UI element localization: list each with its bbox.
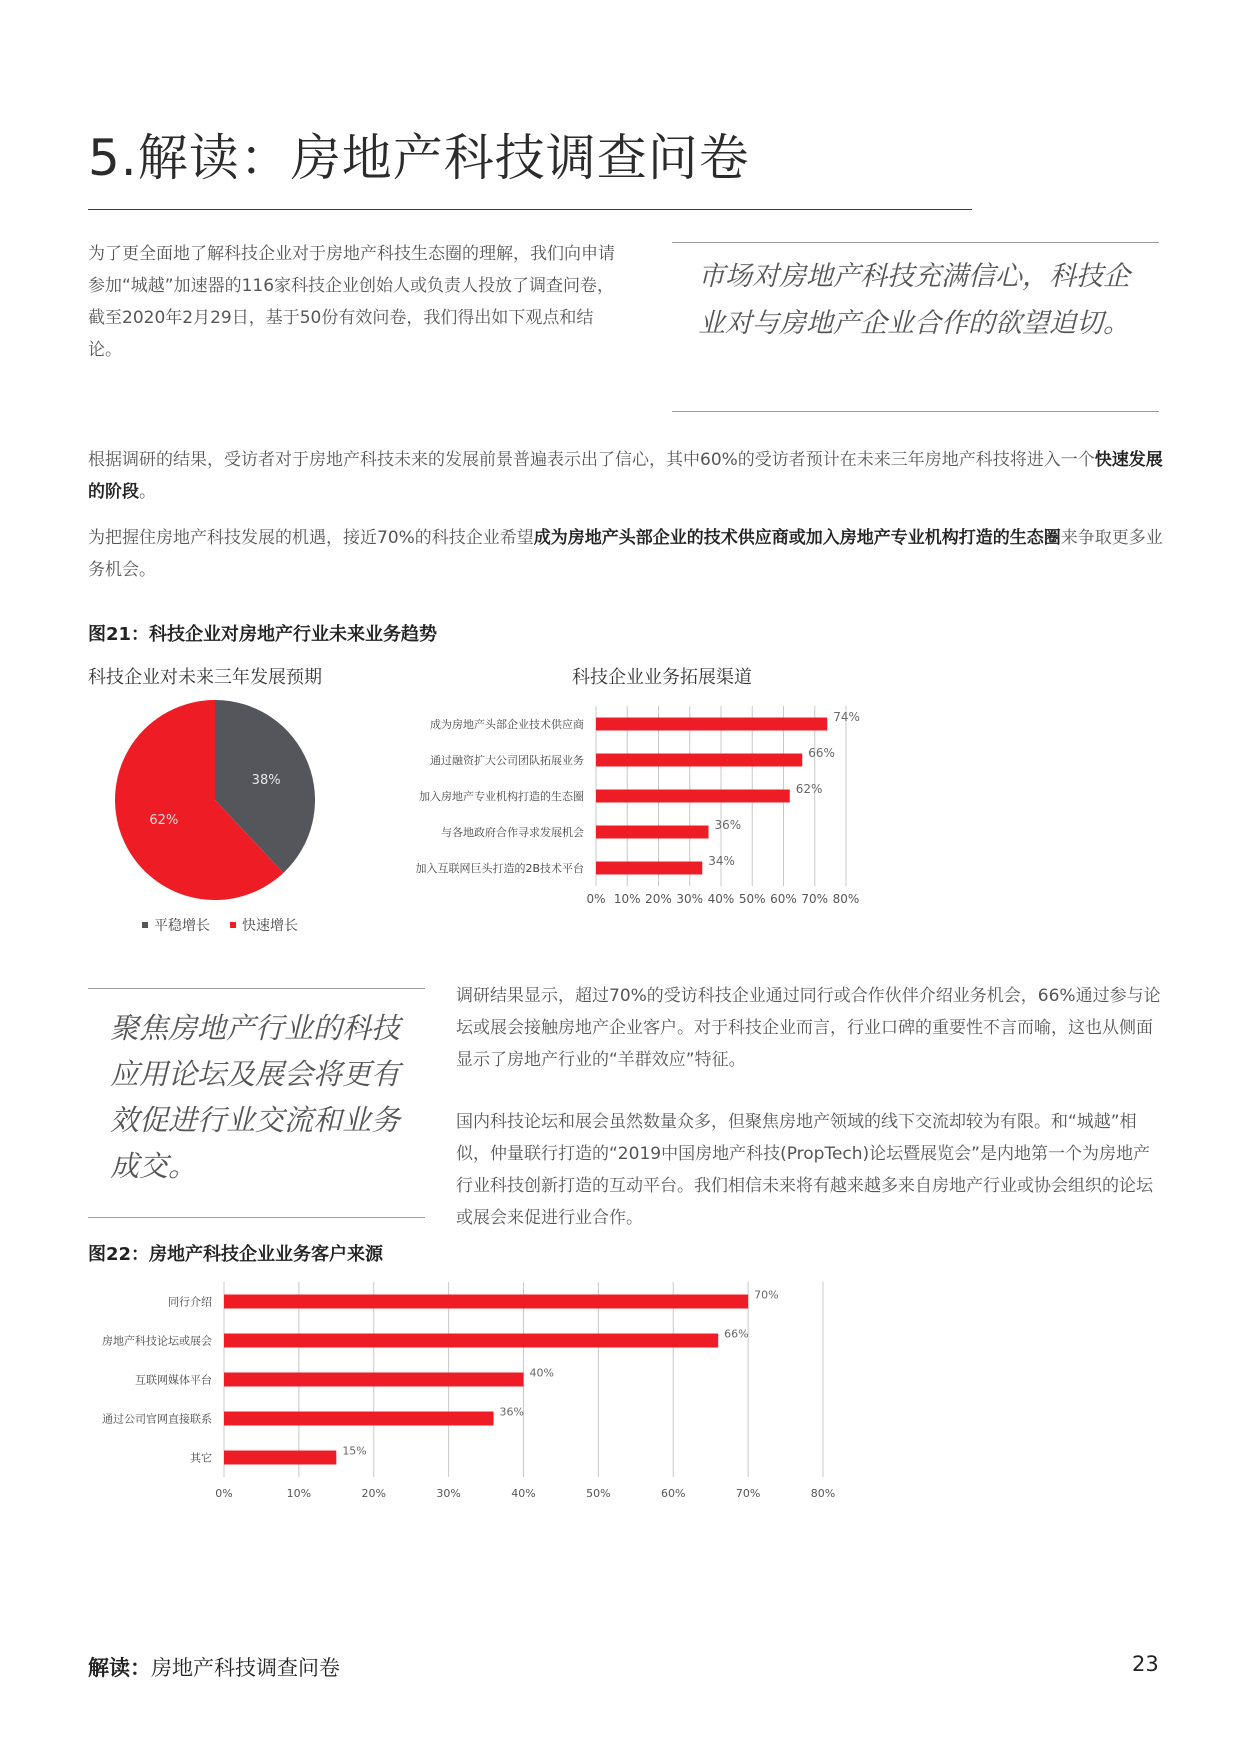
- bar: [224, 1334, 718, 1348]
- bar: [224, 1295, 748, 1309]
- bar-chart-1-title: 科技企业业务拓展渠道: [572, 667, 752, 688]
- x-tick-label: 0%: [586, 892, 606, 906]
- bar: [596, 754, 802, 767]
- bar: [596, 826, 709, 839]
- x-tick-label: 50%: [738, 892, 766, 906]
- paragraph-survey-result: 调研结果显示，超过70%的受访科技企业通过同行或合作伙伴介绍业务机会，66%通过参与论坛或展会接触房地产企业客户。对于科技企业而言，行业口碑的重要性不言而喻，这也从侧面显示了房地产行业的“羊群效应”特征。: [456, 986, 1161, 1070]
- pie-chart: [100, 700, 330, 950]
- intro-paragraph: 为了更全面地了解科技企业对于房地产科技生态圈的理解，我们向申请参加“城越”加速器的116家科技企业创始人或负责人投放了调查问卷，截至2020年2月29日，基于50份有效问卷，我们得出如下观点和结论。: [88, 244, 615, 360]
- pie-slice-label: 38%: [251, 772, 281, 788]
- category-label: 与各地政府合作寻求发展机会: [441, 826, 584, 839]
- paragraph-forums: 国内科技论坛和展会虽然数量众多，但聚焦房地产领域的线下交流却较为有限。和“城越”相似，仲量联行打造的“2019中国房地产科技(PropTech)论坛暨展览会”是内地第一个为房地产行业科技创新打造的互动平台。我们相信未来将有越来越多来自房地产行业或协会组织的论坛或展会来促进行业合作。: [456, 1112, 1153, 1228]
- pull-quote-2-text: 聚焦房地产行业的科技应用论坛及展会将更有效促进行业交流和业务成交。: [110, 1011, 401, 1183]
- figure-21-title: 图21：科技企业对房地产行业未来业务趋势: [88, 624, 438, 645]
- title-divider: [88, 209, 972, 210]
- bar-value-label: 34%: [708, 854, 735, 868]
- pull-quote-1: [672, 242, 1159, 412]
- x-tick-label: 20%: [645, 892, 672, 906]
- x-tick-label: 40%: [707, 892, 735, 906]
- x-tick-label: 20%: [361, 1487, 386, 1500]
- bar-value-label: 66%: [808, 746, 835, 760]
- x-tick-label: 10%: [286, 1487, 312, 1500]
- bar-value-label: 40%: [529, 1366, 554, 1380]
- category-label: 加入房地产专业机构打造的生态圈: [419, 790, 584, 803]
- paragraph-opportunity-text: 为把握住房地产科技发展的机遇，接近70%的科技企业希望: [88, 528, 534, 548]
- legend-swatch: [142, 922, 148, 928]
- x-tick-label: 50%: [586, 1487, 611, 1500]
- x-tick-label: 0%: [215, 1487, 233, 1500]
- bar-chart-client-source: [70, 1282, 870, 1512]
- x-tick-label: 30%: [676, 892, 704, 906]
- bar: [224, 1451, 336, 1465]
- bar: [596, 790, 790, 803]
- category-label: 通过融资扩大公司团队拓展业务: [430, 754, 584, 767]
- bar: [224, 1373, 524, 1387]
- x-tick-label: 70%: [801, 892, 829, 906]
- category-label: 加入互联网巨头打造的2B技术平台: [415, 862, 584, 875]
- bar-value-label: 62%: [795, 782, 823, 796]
- pull-quote-1-text: 市场对房地产科技充满信心，科技企业对与房地产企业合作的欲望迫切。: [698, 261, 1130, 339]
- footer-section-text: 房地产科技调查问卷: [151, 1656, 340, 1680]
- pull-quote-2: [88, 988, 425, 1218]
- bar: [596, 862, 702, 875]
- bar-value-label: 36%: [499, 1405, 525, 1419]
- pie-chart-title: 科技企业对未来三年发展预期: [88, 667, 322, 688]
- paragraph-outlook-text: 根据调研的结果，受访者对于房地产科技未来的发展前景普遍表示出了信心，其中60%的受访者预计在未来三年房地产科技将进入一个: [88, 450, 1095, 470]
- bar-value-label: 74%: [833, 710, 860, 724]
- bar-value-label: 15%: [342, 1444, 367, 1458]
- category-label: 其它: [190, 1451, 212, 1465]
- x-tick-label: 10%: [613, 892, 641, 906]
- x-tick-label: 60%: [770, 892, 797, 906]
- paragraph-opportunity-bold: 成为房地产头部企业的技术供应商或加入房地产专业机构打造的生态圈: [533, 528, 1061, 548]
- category-label: 成为房地产头部企业技术供应商: [430, 718, 584, 731]
- bar: [596, 718, 827, 731]
- legend-label: 平稳增长: [154, 918, 210, 934]
- x-tick-label: 80%: [832, 892, 860, 906]
- paragraph-outlook: [88, 444, 1163, 508]
- bar: [224, 1412, 494, 1426]
- paragraph-outlook-bold: 快速发展的阶段: [88, 450, 1163, 502]
- category-label: 通过公司官网直接联系: [102, 1412, 212, 1426]
- x-tick-label: 60%: [661, 1487, 686, 1500]
- x-tick-label: 30%: [436, 1487, 461, 1500]
- bar-value-label: 66%: [724, 1327, 749, 1341]
- x-tick-label: 70%: [735, 1487, 761, 1500]
- footer-section: [88, 1652, 340, 1682]
- paragraph-opportunity-end: 来争取更多业务机会。: [88, 528, 1163, 580]
- legend-label: 快速增长: [242, 918, 298, 934]
- category-label: 同行介绍: [168, 1295, 212, 1309]
- x-tick-label: 80%: [810, 1487, 836, 1500]
- page-number: 23: [1132, 1652, 1159, 1676]
- page-title: 5.解读：房地产科技调查问卷: [88, 129, 750, 187]
- pie-slice-label: 62%: [149, 813, 179, 829]
- paragraph-opportunity: [88, 522, 1163, 586]
- category-label: 互联网媒体平台: [135, 1373, 212, 1387]
- paragraph-outlook-end: 。: [139, 482, 156, 502]
- bar-chart-expansion: [370, 706, 910, 936]
- bar-value-label: 70%: [754, 1288, 779, 1302]
- bar-value-label: 36%: [714, 818, 742, 832]
- x-tick-label: 40%: [511, 1487, 536, 1500]
- footer-section-bold: 解读：: [88, 1656, 151, 1680]
- category-label: 房地产科技论坛或展会: [102, 1334, 212, 1348]
- figure-22-title: 图22：房地产科技企业业务客户来源: [88, 1244, 384, 1265]
- legend-swatch: [230, 922, 236, 928]
